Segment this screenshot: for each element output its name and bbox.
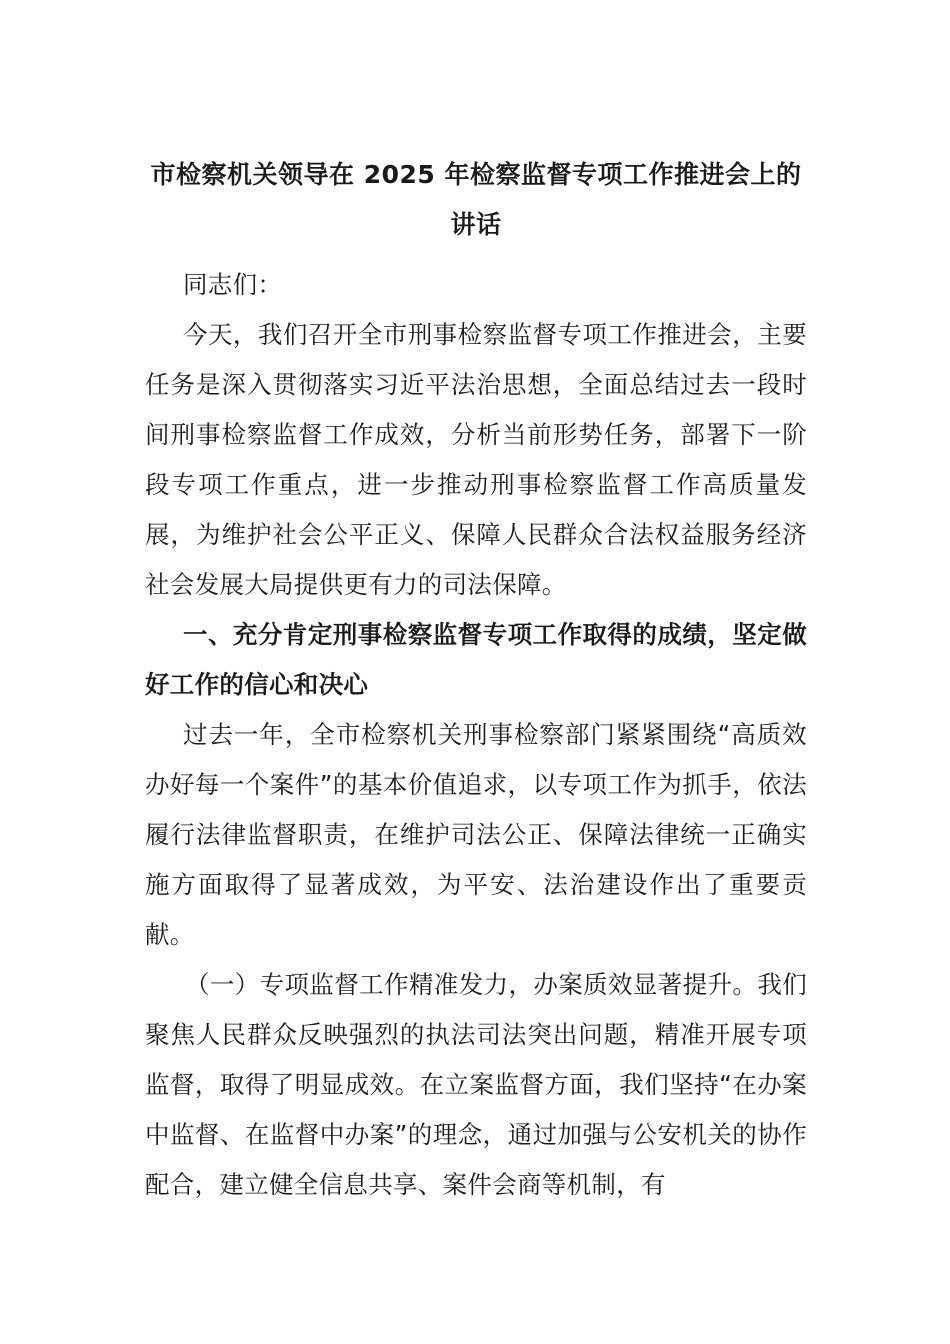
document-title-line-1: 市检察机关领导在 2025 年检察监督专项工作推进会上的 — [150, 160, 802, 189]
paragraph-achievements: 过去一年，全市检察机关刑事检察部门紧紧围绕“高质效办好每一个案件”的基本价值追求，以专项工作为抓手，依法履行法律监督职责，在维护司法公正、保障法律统一正确实施方面取得了显著成效，为平安、法治建设作出了重要贡献。 — [145, 720, 807, 949]
document-title — [135, 150, 817, 250]
paragraph-intro: 今天，我们召开全市刑事检察监督专项工作推进会，主要任务是深入贯彻落实习近平法治思想，全面总结过去一段时间刑事检察监督工作成效，分析当前形势任务，部署下一阶段专项工作重点，进一步推动刑事检察监督工作高质量发展，为维护社会公平正义、保障人民群众合法权益服务经济社会发展大局提供更有力的司法保障。 — [145, 320, 807, 599]
document-title-line-2: 讲话 — [450, 210, 502, 239]
section-heading-1: 一、充分肯定刑事检察监督专项工作取得的成绩，坚定做好工作的信心和决心 — [145, 620, 807, 699]
document-page — [145, 150, 807, 1210]
greeting: 同志们： — [183, 270, 283, 299]
paragraph-subsection-1: （一）专项监督工作精准发力，办案质效显著提升。我们聚焦人民群众反映强烈的执法司法突出问题，精准开展专项监督，取得了明显成效。在立案监督方面，我们坚持“在办案中监督、在监督中办案”的理念，通过加强与公安机关的协作配合，建立健全信息共享、案件会商等机制，有 — [145, 970, 807, 1199]
